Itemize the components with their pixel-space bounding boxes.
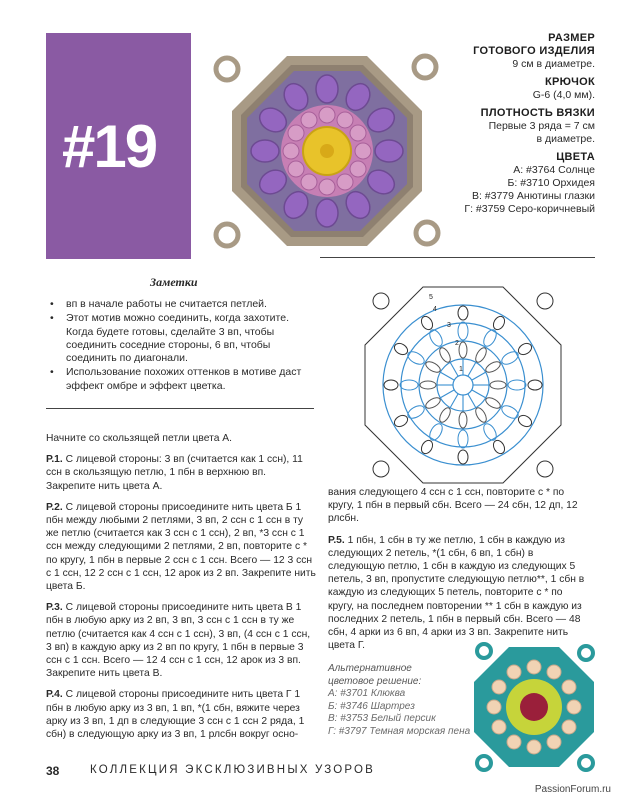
intro-text: Начните со скользящей петли цвета А. xyxy=(46,433,233,444)
row-4-continued: вания следующего 4 ссн с 1 ссн, повторите с * по кругу, 1 пбн в первый сбн. Всего — 24 сбн, 12 дп, 12 рлсбн. xyxy=(328,487,578,525)
diagram-label-row1: 1 xyxy=(459,366,463,373)
row-1: Р.1. С лицевой стороны: 3 вп (считается как 1 ссн), 11 ссн в скользящую петлю, 1 пбн в верхнюю вп. Закрепите нить цвета А. xyxy=(46,454,303,492)
specs-panel xyxy=(415,32,595,216)
gauge-value: Первые 3 ряда = 7 см в диаметре. xyxy=(488,120,595,145)
note-item: • Использование похожих оттенков в мотиве даст эффект омбре и эффект цветка. xyxy=(46,366,314,393)
divider-top xyxy=(320,257,595,258)
row-5: Р.5. 1 пбн, 1 сбн в ту же петлю, 1 сбн в каждую из следующих 2 петель, *(1 сбн, 6 вп, 1 сбн) в следующую петлю, 1 сбн в каждую из следующих 5 петель, 3 вп, пропустите следующую петлю**, 1 сбн в каждую из следующих 5 петель, повторите с * по кругу, на последнем повторении ** 1 сбн в каждую из последних 2 петель, 1 пбн в первый сбн. Всего — 48 сбн, 4 арки из 6 вп, 4 арки из 3 вп. Закрепите нить цвета Г. xyxy=(328,534,585,652)
note-item: • Этот мотив можно соединить, когда захотите. Когда будете готовы, сделайте 3 вп, чтобы соединить соседние стороны, 6 вп, чтобы соединить по диагонали. xyxy=(46,312,314,365)
row-label: Р.3. xyxy=(46,602,63,614)
row-4: Р.4. С лицевой стороны присоедините нить цвета Г 1 пбн в любую арку из 3 вп, 1 вп, *(1 сбн, вяжите через арку из 3 вп, 1 дп в следующие 3 ссн с 1 ссн 2 ряда, 1 сбн) в следующую арку из 3 вп, 1 рлсбн вокруг осно- xyxy=(46,689,305,741)
alt-color-c: В: #3753 Белый персик xyxy=(328,713,436,725)
row-label: Р.2. xyxy=(46,501,63,513)
row-label: Р.1. xyxy=(46,454,63,466)
color-d: Г: #3759 Серо-коричневый xyxy=(464,203,595,215)
book-title: КОЛЛЕКЦИЯ ЭКСКЛЮЗИВНЫХ УЗОРОВ xyxy=(90,764,376,776)
hook-value: G-6 (4,0 мм). xyxy=(532,89,595,101)
alt-color-a: А: #3701 Клюква xyxy=(328,688,406,700)
row-label: Р.4. xyxy=(46,689,63,701)
colors-title: ЦВЕТА xyxy=(556,151,595,163)
notes-list xyxy=(46,298,314,394)
row-3: Р.3. С лицевой стороны присоедините нить цвета В 1 пбн в любую арку из 2 вп, 3 вп, 3 ссн с 1 ссн в ту же петлю (считается как 4 ссн с 1 ссн), 3 вп, (4 ссн с 1 ссн, 3 вп) в каждую арку из 2 вп по кругу, 1 пбн в первые 3 ссн с 1 ссн. Всего — 12 4 ссн с 1 ссн, 12 арок из 3 вп. Закрепите нить цвета В. xyxy=(46,602,311,680)
color-c: В: #3779 Анютины глазки xyxy=(471,190,595,202)
diagram-label-row3: 3 xyxy=(447,322,451,329)
alt-color-b: Б: #3746 Шартрез xyxy=(328,700,415,712)
diagram-label-row4: 4 xyxy=(433,306,437,313)
divider-notes xyxy=(46,408,314,409)
alt-motif-photo xyxy=(468,633,598,778)
alternative-colors xyxy=(328,663,470,739)
notes-title: Заметки xyxy=(150,275,198,289)
motif-number: #19 xyxy=(62,113,157,180)
alt-color-d: Г: #3797 Темная морская пена xyxy=(328,725,471,737)
crochet-diagram xyxy=(358,280,568,490)
alt-title: Альтернативное цветовое решение: xyxy=(328,663,422,687)
size-title: РАЗМЕР ГОТОВОГО ИЗДЕЛИЯ xyxy=(473,32,595,57)
color-b: Б: #3710 Орхидея xyxy=(507,177,595,189)
hook-title: КРЮЧОК xyxy=(544,76,595,88)
gauge-title: ПЛОТНОСТЬ ВЯЗКИ xyxy=(480,107,595,119)
diagram-label-row2: 2 xyxy=(455,340,459,347)
note-item: • вп в начале работы не считается петлей. xyxy=(46,298,314,311)
instructions-left xyxy=(46,432,316,749)
size-value: 9 см в диаметре. xyxy=(512,58,595,70)
row-2: Р.2. С лицевой стороны присоедините нить цвета Б 1 пбн между любыми 2 петлями, 3 вп, 2 ссн с 1 ссн в ту же петлю (считается как 3 ссн с 1 ссн), 2 вп, *3 ссн с 1 ссн между следующими 2 петлями, 2 вп, повторите с * по кругу, 1 пбн в первые 2 ссн с 1 ссн. Всего — 12 3 ссн с 1 ссн, 12 2 ссн с 1 ссн, 12 арок из 2 вп. Закрепите нить цвета Б. xyxy=(46,501,316,593)
row-label: Р.5. xyxy=(328,534,345,546)
page-number: 38 xyxy=(46,764,60,778)
color-a: А: #3764 Солнце xyxy=(513,164,595,176)
diagram-label-row5: 5 xyxy=(429,294,433,301)
watermark: PassionForum.ru xyxy=(534,784,611,795)
